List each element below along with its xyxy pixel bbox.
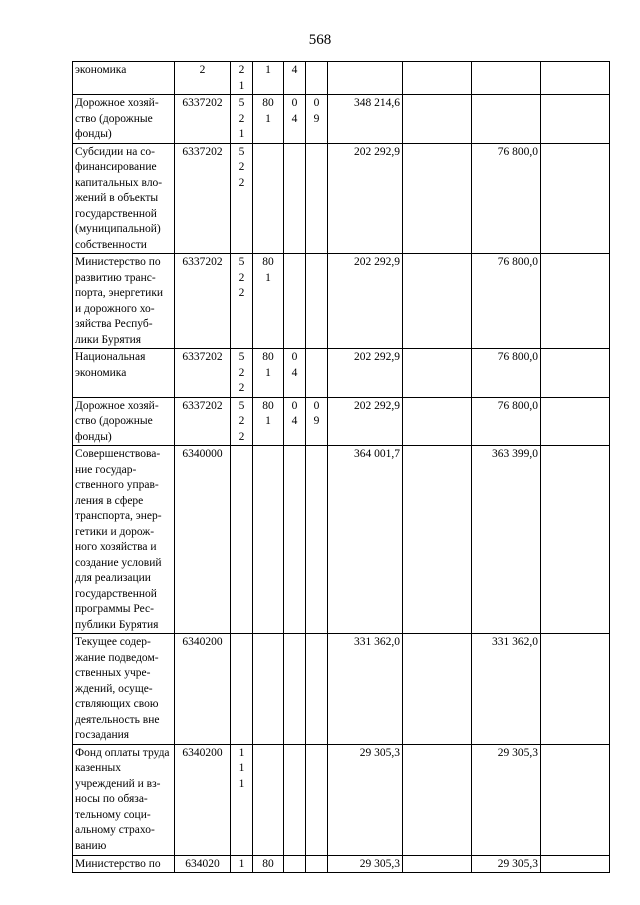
cell-target-code-line: 2 bbox=[216, 145, 223, 158]
cell-section-line: 4 bbox=[291, 366, 298, 379]
cell-subsection bbox=[306, 397, 328, 446]
cell-expense-type-line: 5 bbox=[238, 351, 245, 363]
cell-target-code bbox=[175, 855, 231, 873]
cell-target-code bbox=[175, 62, 231, 95]
cell-expense-type-line: 2 bbox=[238, 161, 245, 173]
cell-expense-type-line: 2 bbox=[238, 287, 245, 299]
table-row bbox=[73, 397, 610, 446]
cell-amount-3: 331 362,0 bbox=[472, 634, 541, 745]
cell-section-line: 0 bbox=[291, 97, 298, 109]
cell-target-code bbox=[175, 397, 231, 446]
cell-expense-type-line: 2 bbox=[238, 415, 245, 427]
cell-ministry-code-line: 1 bbox=[265, 366, 271, 379]
cell-expense-type-line: 1 bbox=[238, 777, 245, 790]
cell-section-line: 0 bbox=[291, 399, 298, 412]
cell-subsection-line: 9 bbox=[313, 415, 320, 427]
cell-ministry-code-line: 80 bbox=[262, 857, 274, 870]
cell-name: Фонд оплаты труда казенных учреждений и вз-носы по обяза-тельному соци-альному страхо-ванию bbox=[73, 744, 175, 855]
cell-amount-4 bbox=[541, 634, 610, 745]
cell-target-code-line: 2 bbox=[216, 399, 223, 412]
cell-ministry-code-line: 80 bbox=[262, 351, 274, 363]
cell-amount-4 bbox=[541, 62, 610, 95]
cell-name: Совершенствова-ние государ-ственного управ-ления в сфере транспорта, энер-гетики и дорож-ного хозяйства и создание условий для реализации государственной программы Рес-публики Бурятия bbox=[73, 446, 175, 634]
cell-section bbox=[284, 349, 306, 398]
cell-ministry-code bbox=[253, 349, 284, 398]
cell-section bbox=[284, 254, 306, 349]
cell-amount-2 bbox=[403, 349, 472, 398]
cell-expense-type-line: 2 bbox=[238, 64, 245, 76]
cell-amount-4 bbox=[541, 446, 610, 634]
cell-amount-3: 363 399,0 bbox=[472, 446, 541, 634]
cell-subsection bbox=[306, 349, 328, 398]
cell-expense-type-line: 2 bbox=[238, 112, 245, 125]
cell-expense-type-line: 2 bbox=[238, 382, 245, 394]
page-number: 568 bbox=[308, 32, 332, 48]
cell-expense-type-line: 1 bbox=[238, 128, 245, 140]
cell-expense-type-line: 1 bbox=[238, 857, 245, 870]
cell-section-line: 4 bbox=[291, 64, 298, 76]
cell-target-code bbox=[175, 446, 231, 634]
cell-amount-3 bbox=[472, 95, 541, 144]
cell-section bbox=[284, 95, 306, 144]
cell-name: Министерство по bbox=[73, 855, 175, 873]
cell-expense-type bbox=[231, 254, 253, 349]
cell-name: Министерство по развитию транс-порта, энергетики и дорожного хо-зяйства Респуб-лики Бурятия bbox=[73, 254, 175, 349]
table-row bbox=[73, 744, 610, 855]
cell-expense-type-line: 5 bbox=[238, 145, 245, 158]
cell-section bbox=[284, 143, 306, 254]
table-row bbox=[73, 62, 610, 95]
cell-target-code bbox=[175, 254, 231, 349]
cell-expense-type-line: 1 bbox=[238, 746, 245, 759]
cell-subsection bbox=[306, 143, 328, 254]
cell-amount-4 bbox=[541, 397, 610, 446]
cell-subsection bbox=[306, 62, 328, 95]
cell-amount-4 bbox=[541, 254, 610, 349]
cell-amount-2 bbox=[403, 855, 472, 873]
cell-ministry-code bbox=[253, 62, 284, 95]
cell-expense-type bbox=[231, 349, 253, 398]
cell-target-code-line: 634020 bbox=[185, 857, 220, 870]
table-row bbox=[73, 446, 610, 634]
cell-target-code bbox=[175, 349, 231, 398]
cell-subsection bbox=[306, 95, 328, 144]
cell-amount-3: 76 800,0 bbox=[472, 397, 541, 446]
cell-target-code-line: 2 bbox=[199, 64, 206, 76]
cell-ministry-code bbox=[253, 446, 284, 634]
cell-ministry-code bbox=[253, 634, 284, 745]
cell-expense-type-line: 2 bbox=[238, 366, 245, 379]
cell-subsection bbox=[306, 446, 328, 634]
cell-ministry-code bbox=[253, 254, 284, 349]
cell-target-code-line: 633720 bbox=[182, 399, 217, 412]
cell-expense-type-line: 2 bbox=[238, 430, 245, 443]
cell-amount-1: 202 292,9 bbox=[328, 143, 403, 254]
cell-amount-1: 29 305,3 bbox=[328, 744, 403, 855]
cell-section bbox=[284, 744, 306, 855]
cell-ministry-code-line: 80 bbox=[262, 97, 274, 109]
cell-target-code-line: 633720 bbox=[182, 145, 217, 158]
cell-amount-2 bbox=[403, 254, 472, 349]
budget-table bbox=[72, 61, 610, 873]
cell-name: Дорожное хозяй-ство (дорожные фонды) bbox=[73, 95, 175, 144]
cell-ministry-code bbox=[253, 95, 284, 144]
cell-target-code-line: 2 bbox=[216, 97, 223, 109]
cell-expense-type-line: 2 bbox=[238, 271, 245, 284]
cell-expense-type bbox=[231, 95, 253, 144]
cell-ministry-code bbox=[253, 143, 284, 254]
cell-section-line: 4 bbox=[291, 112, 298, 125]
cell-amount-2 bbox=[403, 634, 472, 745]
cell-ministry-code-line: 80 bbox=[262, 399, 274, 412]
cell-target-code-line: 634020 bbox=[182, 746, 217, 759]
cell-target-code bbox=[175, 634, 231, 745]
cell-name: Текущее содер-жание подведом-ственных учре-ждений, осуще-ствляющих свою деятельность вне госзадания bbox=[73, 634, 175, 745]
cell-expense-type bbox=[231, 62, 253, 95]
cell-amount-4 bbox=[541, 744, 610, 855]
cell-target-code-line: 2 bbox=[216, 256, 223, 268]
cell-section bbox=[284, 446, 306, 634]
cell-expense-type-line: 2 bbox=[238, 176, 245, 189]
cell-target-code bbox=[175, 95, 231, 144]
cell-section-line: 4 bbox=[291, 415, 298, 427]
cell-expense-type bbox=[231, 143, 253, 254]
table-row bbox=[73, 634, 610, 745]
cell-amount-4 bbox=[541, 349, 610, 398]
cell-target-code-line: 0 bbox=[216, 448, 223, 460]
cell-amount-2 bbox=[403, 143, 472, 254]
cell-target-code bbox=[175, 143, 231, 254]
cell-amount-1: 202 292,9 bbox=[328, 254, 403, 349]
cell-subsection bbox=[306, 855, 328, 873]
cell-amount-2 bbox=[403, 397, 472, 446]
cell-section bbox=[284, 62, 306, 95]
cell-target-code-line: 633720 bbox=[182, 351, 217, 363]
cell-name: Субсидии на со-финансирование капитальных вло-жений в объекты государственной (муниципальной) собственности bbox=[73, 143, 175, 254]
cell-section bbox=[284, 634, 306, 745]
cell-subsection-line: 0 bbox=[313, 399, 320, 412]
cell-target-code-line: 0 bbox=[216, 746, 223, 759]
cell-name: Национальная экономика bbox=[73, 349, 175, 398]
table-row bbox=[73, 254, 610, 349]
cell-ministry-code-line: 1 bbox=[265, 64, 271, 76]
cell-amount-1: 202 292,9 bbox=[328, 349, 403, 398]
cell-subsection bbox=[306, 254, 328, 349]
table-row bbox=[73, 143, 610, 254]
cell-amount-1: 202 292,9 bbox=[328, 397, 403, 446]
cell-name: экономика bbox=[73, 62, 175, 95]
cell-ministry-code-line: 1 bbox=[265, 415, 271, 427]
cell-expense-type bbox=[231, 397, 253, 446]
cell-amount-1 bbox=[328, 62, 403, 95]
cell-expense-type bbox=[231, 446, 253, 634]
cell-amount-4 bbox=[541, 95, 610, 144]
cell-section-line: 0 bbox=[291, 351, 298, 363]
cell-amount-4 bbox=[541, 143, 610, 254]
cell-expense-type-line: 1 bbox=[238, 762, 245, 774]
cell-amount-2 bbox=[403, 62, 472, 95]
cell-expense-type bbox=[231, 855, 253, 873]
table-row bbox=[73, 855, 610, 873]
cell-amount-3: 76 800,0 bbox=[472, 254, 541, 349]
cell-expense-type-line: 5 bbox=[238, 97, 245, 109]
cell-amount-3: 76 800,0 bbox=[472, 143, 541, 254]
cell-ministry-code-line: 1 bbox=[265, 271, 271, 284]
cell-amount-2 bbox=[403, 95, 472, 144]
cell-target-code-line: 633720 bbox=[182, 256, 217, 268]
cell-target-code-line: 634020 bbox=[182, 636, 217, 648]
cell-ministry-code bbox=[253, 744, 284, 855]
cell-amount-1: 348 214,6 bbox=[328, 95, 403, 144]
cell-expense-type-line: 1 bbox=[238, 79, 245, 92]
cell-target-code-line: 2 bbox=[216, 351, 223, 363]
cell-subsection-line: 9 bbox=[313, 112, 320, 125]
cell-section bbox=[284, 397, 306, 446]
cell-ministry-code-line: 1 bbox=[265, 112, 271, 125]
cell-subsection bbox=[306, 744, 328, 855]
cell-expense-type bbox=[231, 634, 253, 745]
cell-amount-3 bbox=[472, 62, 541, 95]
cell-expense-type bbox=[231, 744, 253, 855]
cell-amount-4 bbox=[541, 855, 610, 873]
cell-amount-2 bbox=[403, 446, 472, 634]
cell-amount-3: 76 800,0 bbox=[472, 349, 541, 398]
cell-ministry-code bbox=[253, 397, 284, 446]
cell-amount-2 bbox=[403, 744, 472, 855]
cell-amount-1: 331 362,0 bbox=[328, 634, 403, 745]
cell-subsection bbox=[306, 634, 328, 745]
cell-amount-1: 364 001,7 bbox=[328, 446, 403, 634]
cell-expense-type-line: 5 bbox=[238, 256, 245, 268]
cell-ministry-code-line: 80 bbox=[262, 256, 274, 268]
cell-amount-3: 29 305,3 bbox=[472, 744, 541, 855]
table-row bbox=[73, 349, 610, 398]
cell-target-code-line: 0 bbox=[216, 636, 223, 648]
cell-target-code-line: 634000 bbox=[182, 448, 217, 460]
table-row bbox=[73, 95, 610, 144]
cell-target-code bbox=[175, 744, 231, 855]
cell-subsection-line: 0 bbox=[313, 97, 320, 109]
cell-name: Дорожное хозяй-ство (дорожные фонды) bbox=[73, 397, 175, 446]
cell-amount-1: 29 305,3 bbox=[328, 855, 403, 873]
cell-target-code-line: 633720 bbox=[182, 97, 217, 109]
cell-section bbox=[284, 855, 306, 873]
cell-amount-3: 29 305,3 bbox=[472, 855, 541, 873]
cell-ministry-code bbox=[253, 855, 284, 873]
cell-expense-type-line: 5 bbox=[238, 399, 245, 412]
